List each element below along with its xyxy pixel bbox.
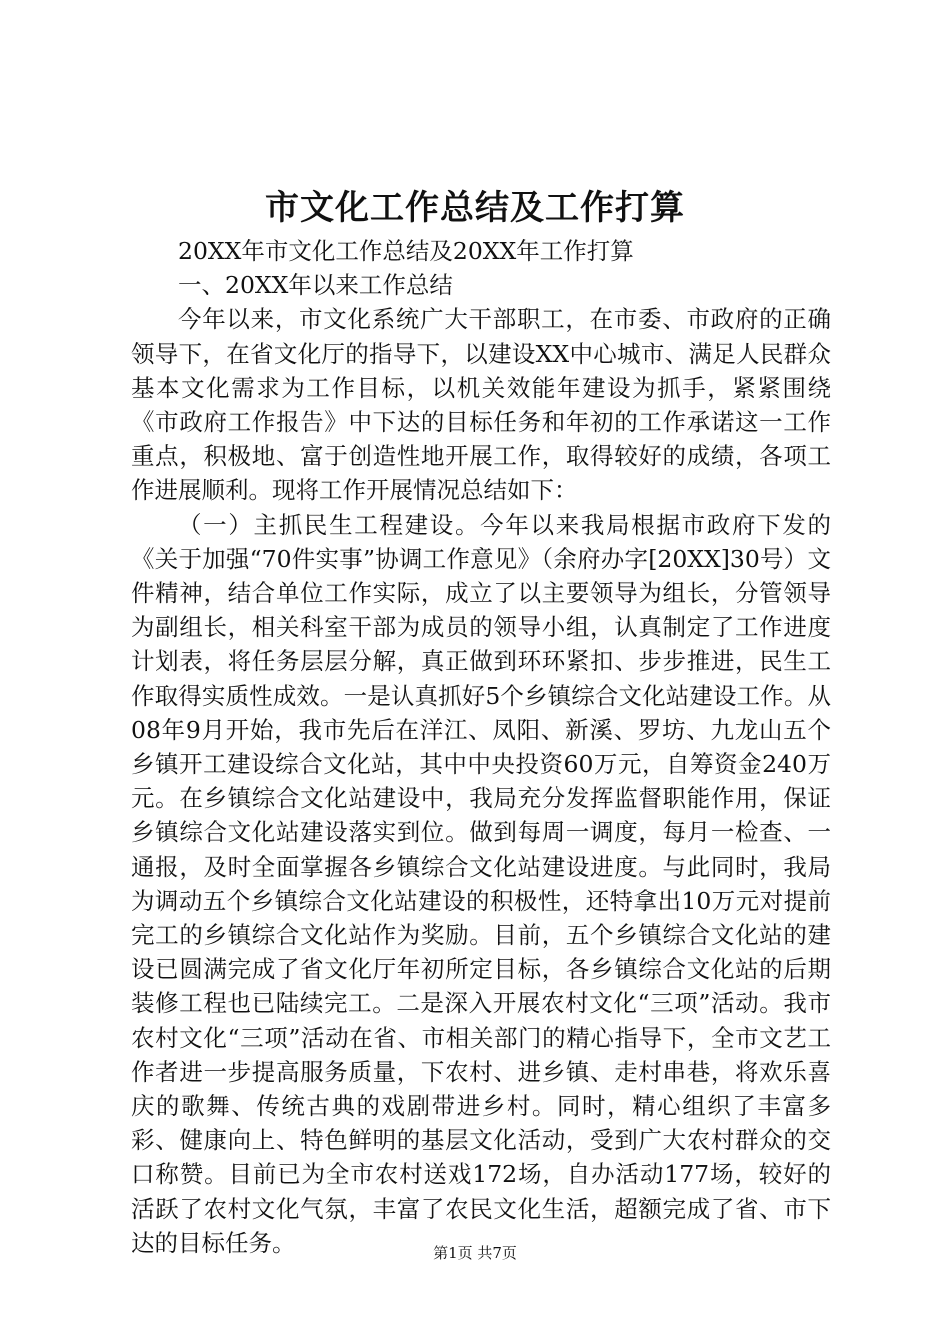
body-paragraph: （一）主抓民生工程建设。今年以来我局根据市政府下发的《关于加强“70件实事”协调工作意见》（余府办字[20XX]30号）文件精神，结合单位工作实际，成立了以主要领导为组长，分管领导为副组长，相关科室干部为成员的领导小组，认真制定了工作进度计划表，将任务层层分解，真正做到环环紧扣、步步推进，民生工作取得实质性成效。一是认真抓好5个乡镇综合文化站建设工作。从08年9月开始，我市先后在洋江、凤阳、新溪、罗坊、九龙山五个乡镇开工建设综合文化站，其中中央投资60万元，自筹资金240万元。在乡镇综合文化站建设中，我局充分发挥监督职能作用，保证乡镇综合文化站建设落实到位。做到每周一调度，每月一检查、一通报，及时全面掌握各乡镇综合文化站建设进度。与此同时，我局为调动五个乡镇综合文化站建设的积极性，还特拿出10万元对提前完工的乡镇综合文化站作为奖励。目前，五个乡镇综合文化站的建设已圆满完成了省文化厅年初所定目标，各乡镇综合文化站的后期装修工程也已陆续完工。二是深入开展农村文化“三项”活动。我市农村文化“三项”活动在省、市相关部门的精心指导下，全市文艺工作者进一步提高服务质量，下农村、进乡镇、走村串巷，将欢乐喜庆的歌舞、传统古典的戏剧带进乡村。同时，精心组织了丰富多彩、健康向上、特色鲜明的基层文化活动，受到广大农村群众的交口称赞。目前已为全市农村送戏172场，自办活动177场，较好的活跃了农村文化气氛，丰富了农民文化生活，超额完成了省、市下达的目标任务。 — [131, 510, 831, 1257]
document-title: 市文化工作总结及工作打算 — [265, 188, 685, 228]
document-body — [131, 234, 831, 1260]
subtitle-paragraph: 20XX年市文化工作总结及20XX年工作打算 — [178, 237, 634, 265]
page-footer: 第1页 共7页 — [433, 1244, 517, 1262]
section-heading: 一、20XX年以来工作总结 — [178, 271, 453, 300]
intro-paragraph: 今年以来，市文化系统广大干部职工，在市委、市政府的正确领导下，在省文化厅的指导下，以建设XX中心城市、满足人民群众基本文化需求为工作目标，以机关效能年建设为抓手，紧紧围绕《市政府工作报告》中下达的目标任务和年初的工作承诺这一工作重点，积极地、富于创造性地开展工作，取得较好的成绩，各项工作进展顺利。现将工作开展情况总结如下： — [131, 305, 831, 505]
